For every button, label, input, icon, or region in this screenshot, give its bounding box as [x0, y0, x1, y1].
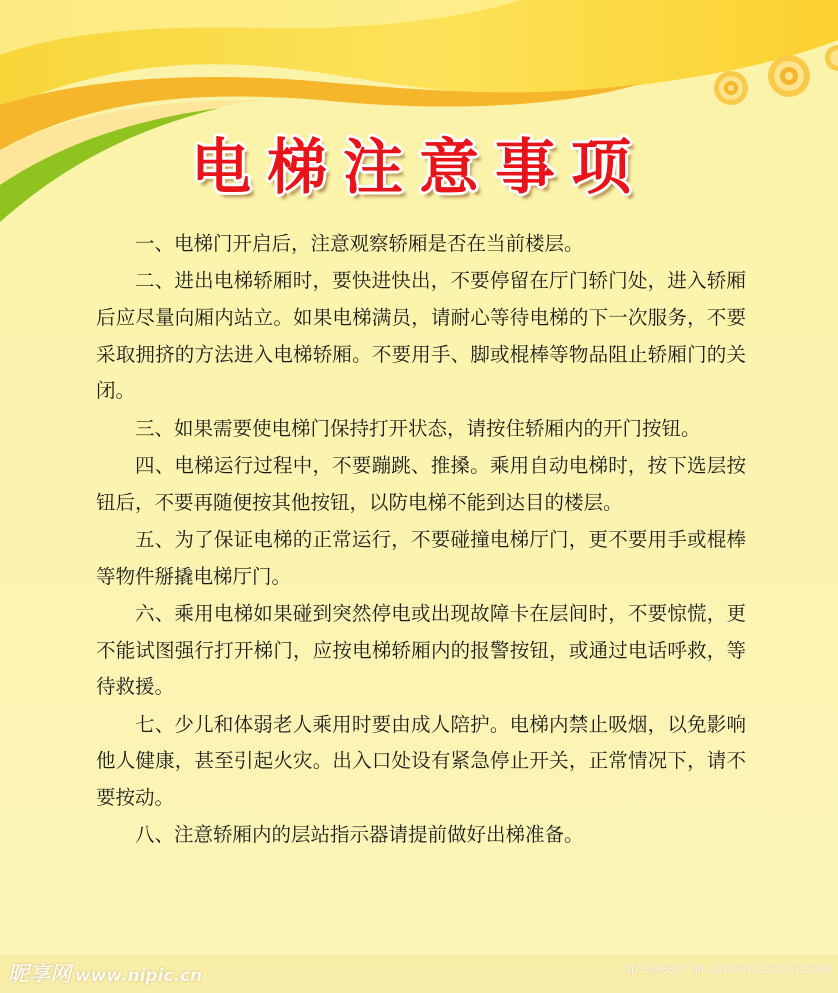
watermark-brand: [8, 958, 202, 988]
circle-decoration-2: [768, 55, 810, 97]
rule-paragraph-7: 七、少儿和体弱老人乘用时要由成人陪护。电梯内禁止吸烟，以免影响他人健康，甚至引起火灾。出入口处设有紧急停止开关，正常情况下，请不要按动。: [96, 712, 746, 809]
rule-paragraph-3: 三、如果需要使电梯门保持打开状态，请按住轿厢内的开门按钮。: [135, 416, 701, 440]
rule-paragraph-4: 四、电梯运行过程中，不要蹦跳、推搡。乘用自动电梯时，按下选层按钮后，不要再随便按其他按钮，以防电梯不能到达目的楼层。: [96, 453, 746, 514]
rule-paragraph-1: 一、电梯门开启后，注意观察轿厢是否在当前楼层。: [135, 232, 584, 255]
page-title: 电梯注意事项: [191, 133, 647, 203]
rule-paragraph-5: 五、为了保证电梯的正常运行，不要碰撞电梯厅门，更不要用手或棍棒等物件掰撬电梯厅门。: [96, 527, 746, 588]
rule-paragraph-8: 八、注意轿厢内的层站指示器请提前做好出梯准备。: [135, 823, 584, 847]
rule-paragraph-2: 二、进出电梯轿厢时，要快进快出，不要停留在厅门轿门处，进入轿厢后应尽量向厢内站立。如果电梯满员，请耐心等待电梯的下一次服务，不要采取拥挤的方法进入电梯轿厢。不要用手、脚或棍棒等物品阻止轿厢门的关闭。: [96, 269, 746, 403]
notice-body: [96, 226, 746, 854]
watermark-id: ID:5965891 NO:20180611115526332000: [625, 964, 830, 976]
circle-decoration-1: [714, 71, 748, 105]
rule-paragraph-6: 六、乘用电梯如果碰到突然停电或出现故障卡在层间时，不要惊慌，更不能试图强行打开梯门，应按电梯轿厢内的报警按钮，或通过电话呼救，等待救援。: [96, 601, 746, 699]
watermark-brand-name: 昵享网: [8, 962, 71, 986]
watermark-domain: www.nipic.cn: [75, 966, 203, 986]
